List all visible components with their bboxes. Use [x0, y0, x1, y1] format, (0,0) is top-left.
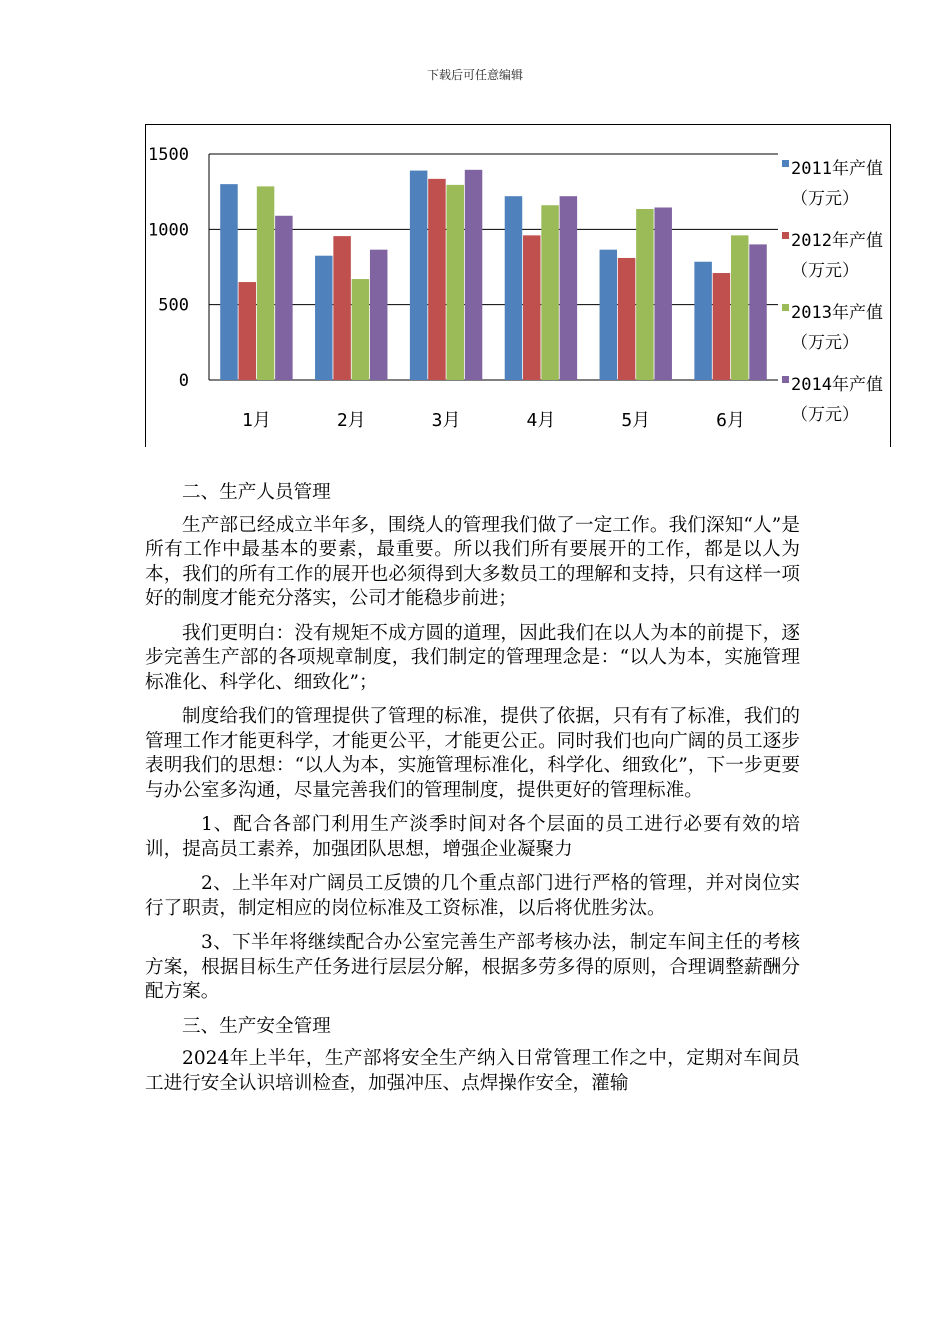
bar [523, 235, 541, 380]
legend-swatch [782, 376, 789, 383]
list-item-1: 1、配合各部门利用生产淡季时间对各个层面的员工进行必要有效的培训，提高员工素养，加强团队思想，增强企业凝聚力 [145, 814, 800, 860]
section-heading-3: 三、生产安全管理 [182, 1015, 331, 1037]
bar [465, 170, 483, 380]
bar [713, 273, 731, 380]
bar [731, 235, 749, 380]
chart-svg [146, 125, 890, 447]
bar [370, 250, 388, 380]
section-heading-2: 二、生产人员管理 [182, 482, 331, 503]
bar [257, 186, 275, 380]
legend-swatch [782, 232, 789, 239]
bar [600, 250, 618, 380]
legend-label: 2012年产值 [791, 231, 883, 251]
bar [694, 262, 712, 380]
bar [275, 216, 293, 380]
legend-label-unit: （万元） [791, 261, 859, 281]
bar [654, 207, 672, 380]
bar [560, 196, 578, 380]
x-tick-label: 4月 [526, 410, 556, 431]
bar [352, 279, 370, 380]
x-tick-label: 1月 [241, 410, 271, 431]
bar [446, 185, 464, 380]
legend-swatch [782, 304, 789, 311]
legend-swatch [782, 160, 789, 167]
bar [541, 205, 559, 380]
bar [410, 171, 428, 380]
legend-label-unit: （万元） [791, 405, 859, 425]
bar [428, 179, 446, 380]
paragraph-2: 我们更明白：没有规矩不成方圆的道理，因此我们在以人为本的前提下，逐步完善生产部的各项规章制度，我们制定的管理理念是：“以人为本，实施管理标准化、科学化、细致化”； [145, 622, 800, 693]
legend-label-unit: （万元） [791, 333, 859, 353]
bar [618, 258, 636, 380]
header-note: 下载后可任意编辑 [426, 68, 523, 82]
legend-label: 2014年产值 [791, 375, 883, 395]
bar [749, 244, 767, 380]
document-body [145, 481, 800, 1106]
x-tick-label: 6月 [716, 410, 746, 431]
list-item-3: 3、下半年将继续配合办公室完善生产部考核办法，制定车间主任的考核方案，根据目标生产任务进行层层分解，根据多劳多得的原则，合理调整薪酬分配方案。 [145, 932, 800, 1002]
bar [636, 209, 654, 380]
bar [220, 184, 238, 380]
x-tick-label: 3月 [431, 410, 461, 431]
paragraph-1: 生产部已经成立半年多，围绕人的管理我们做了一定工作。我们深知“人”是所有工作中最基本的要素，最重要。所以我们所有要展开的工作，都是以人为本，我们的所有工作的展开也必须得到大多数员工的理解和支持，只有这样一项好的制度才能充分落实，公司才能稳步前进； [145, 514, 800, 609]
y-tick-label: 1500 [148, 145, 189, 165]
x-tick-label: 2月 [336, 410, 366, 431]
paragraph-3: 制度给我们的管理提供了管理的标准，提供了依据，只有有了标准，我们的管理工作才能更科学，才能更公平，才能更公正。同时我们也向广阔的员工逐步表明我们的思想：“以人为本，实施管理标准化，科学化、细致化”，下一步更要与办公室多沟通，尽量完善我们的管理制度，提供更好的管理标准。 [145, 706, 800, 801]
list-item-2: 2、上半年对广阔员工反馈的几个重点部门进行严格的管理，并对岗位实行了职责，制定相应的岗位标准及工资标准，以后将优胜劣汰。 [145, 873, 800, 919]
legend-label: 2011年产值 [791, 159, 883, 179]
legend-label: 2013年产值 [791, 303, 883, 323]
y-tick-label: 0 [178, 371, 189, 391]
y-tick-label: 500 [158, 295, 189, 316]
paragraph-4: 2024年上半年，生产部将安全生产纳入日常管理工作之中，定期对车间员工进行安全认识培训检查，加强冲压、点焊操作安全，灌输 [145, 1048, 800, 1094]
bar [239, 282, 257, 380]
bar [315, 256, 333, 380]
bar [333, 236, 351, 380]
y-tick-label: 1000 [148, 220, 189, 241]
x-tick-label: 5月 [621, 410, 651, 431]
bar-chart [145, 124, 891, 447]
bar [505, 196, 523, 380]
legend-label-unit: （万元） [791, 189, 859, 209]
